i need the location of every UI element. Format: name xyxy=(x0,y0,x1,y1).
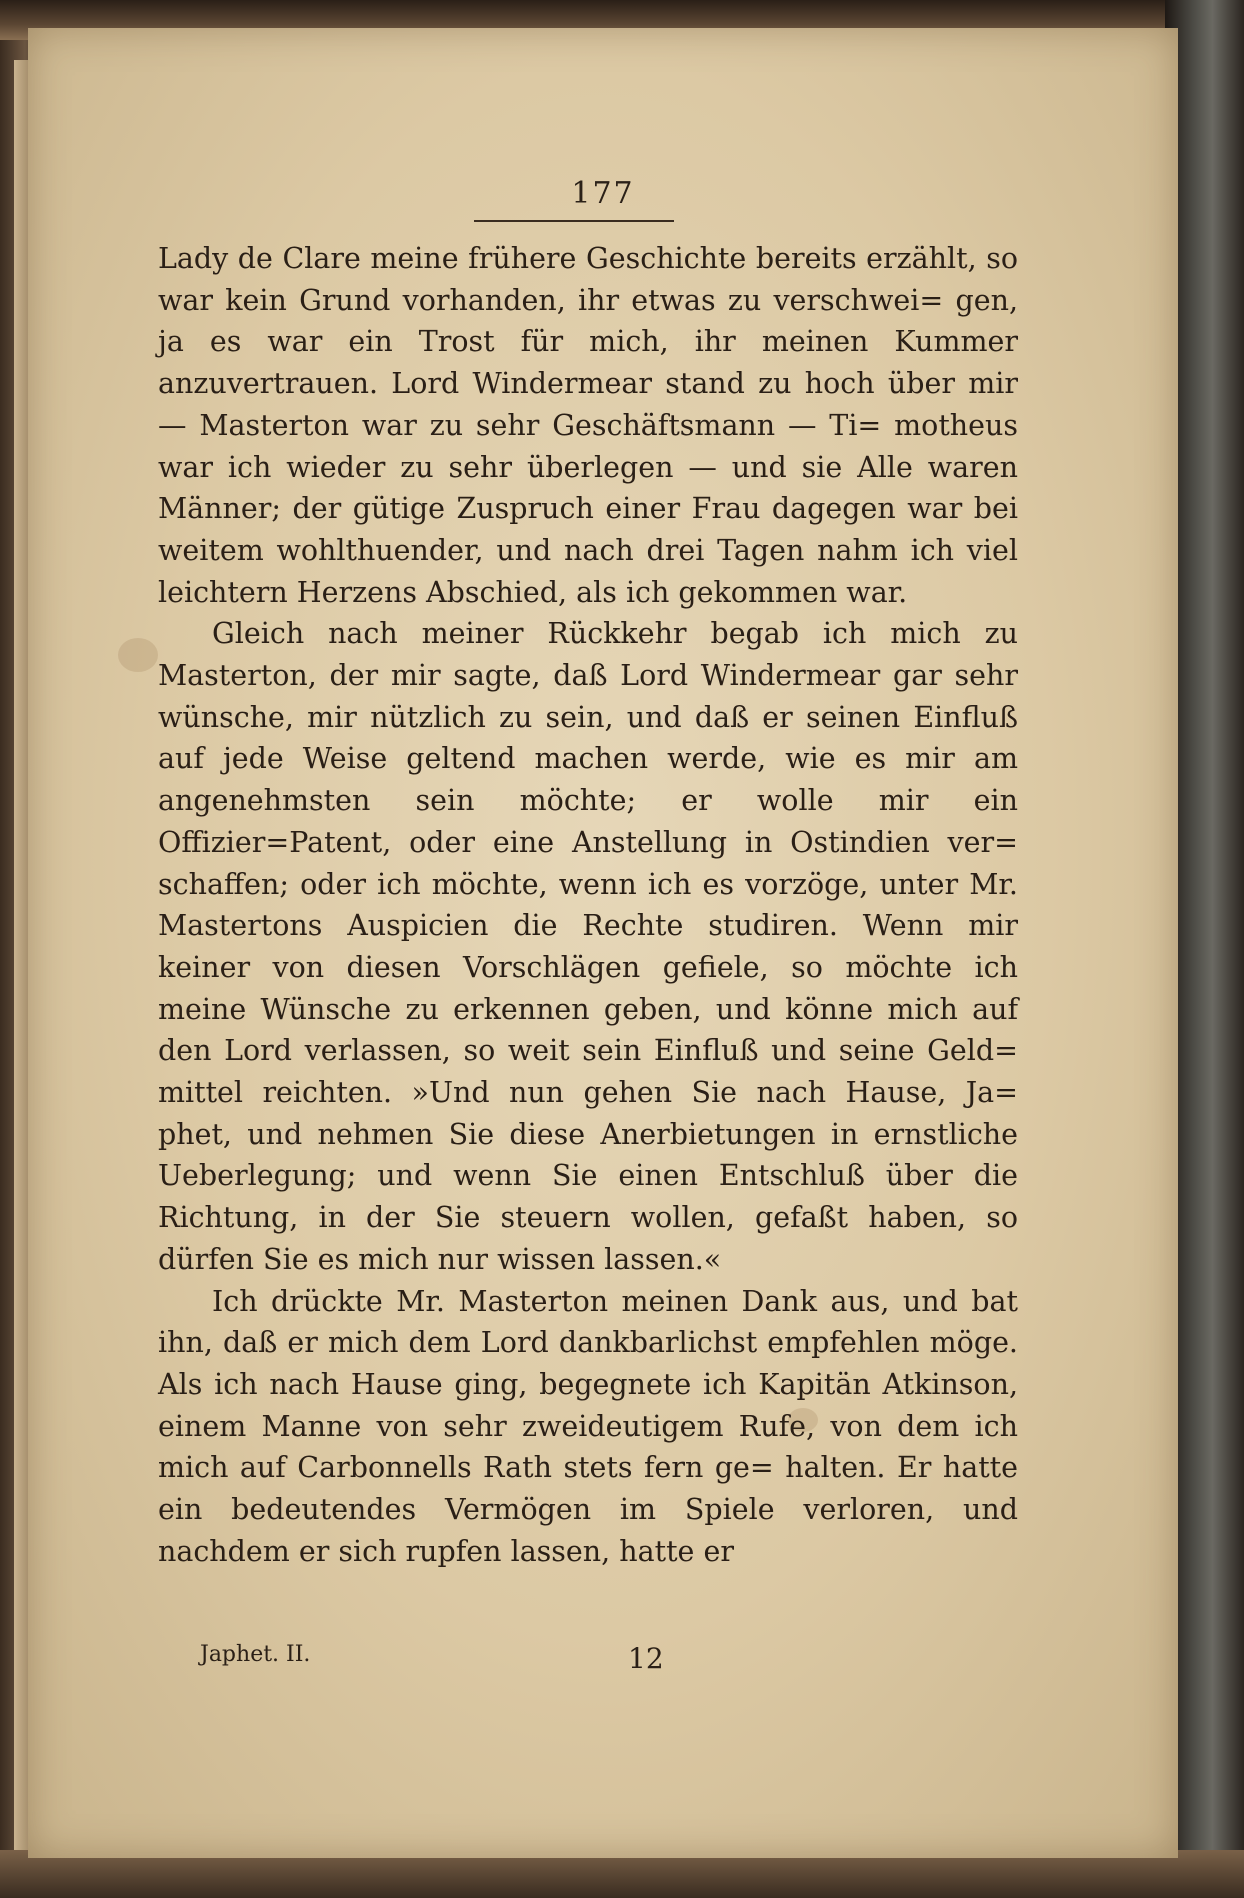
paragraph-1: Lady de Clare meine frühere Geschichte bereits erzählt, so war kein Grund vorhanden, ihr etwas zu verschwei= gen, ja es war ein Trost für mich, ihr meinen Kummer anzuvertrauen. Lord Windermear stand zu hoch über mir — Masterton war zu sehr Geschäftsmann — Ti= motheus war ich wieder zu sehr überlegen — und sie Alle waren Männer; der gütige Zuspruch einer Frau dagegen war bei weitem wohlthuender, und nach drei Tagen nahm ich viel leichtern Herzens Abschied, als ich gekommen war. xyxy=(158,242,1018,609)
header-rule xyxy=(474,220,674,222)
page-footer xyxy=(28,1642,1178,1682)
paper-stain xyxy=(118,638,158,672)
paragraph-2: Gleich nach meiner Rückkehr begab ich mich zu Masterton, der mir sagte, daß Lord Windermear gar sehr wünsche, mir nützlich zu sein, und daß er seinen Einfluß auf jede Weise geltend machen werde, wie es mir am angenehmsten sein möchte; er wolle mir ein Offizier=Patent, oder eine Anstellung in Ostindien ver= schaffen; oder ich möchte, wenn ich es vorzöge, unter Mr. Mastertons Auspicien die Rechte studiren. Wenn mir keiner von diesen Vorschlägen gefiele, so möchte ich meine Wünsche zu erkennen geben, und könne mich auf den Lord verlassen, so weit sein Einfluß und seine Geld= mittel reichten. »Und nun gehen Sie nach Hause, Ja= phet, und nehmen Sie diese Anerbietungen in ernstliche Ueberlegung; und wenn Sie einen Entschluß über die Richtung, in der Sie steuern wollen, gefaßt haben, so dürfen Sie es mich nur wissen lassen.« xyxy=(158,617,1018,1276)
signature-mark: Japhet. II. xyxy=(200,1642,311,1667)
sheet-number: 12 xyxy=(628,1642,664,1675)
page-number: 177 xyxy=(571,176,635,211)
paragraph-3: Ich drückte Mr. Masterton meinen Dank aus, und bat ihn, daß er mich dem Lord dankbarlichst empfehlen möge. Als ich nach Hause ging, begegnete ich Kapitän Atkinson, einem Manne von sehr zweideutigem Rufe, von dem ich mich auf Carbonnells Rath stets fern ge= halten. Er hatte ein bedeutendes Vermögen im Spiele verloren, und nachdem er sich rupfen lassen, hatte er xyxy=(158,1284,1018,1568)
page-body xyxy=(158,238,1018,1573)
book-page xyxy=(28,28,1178,1858)
